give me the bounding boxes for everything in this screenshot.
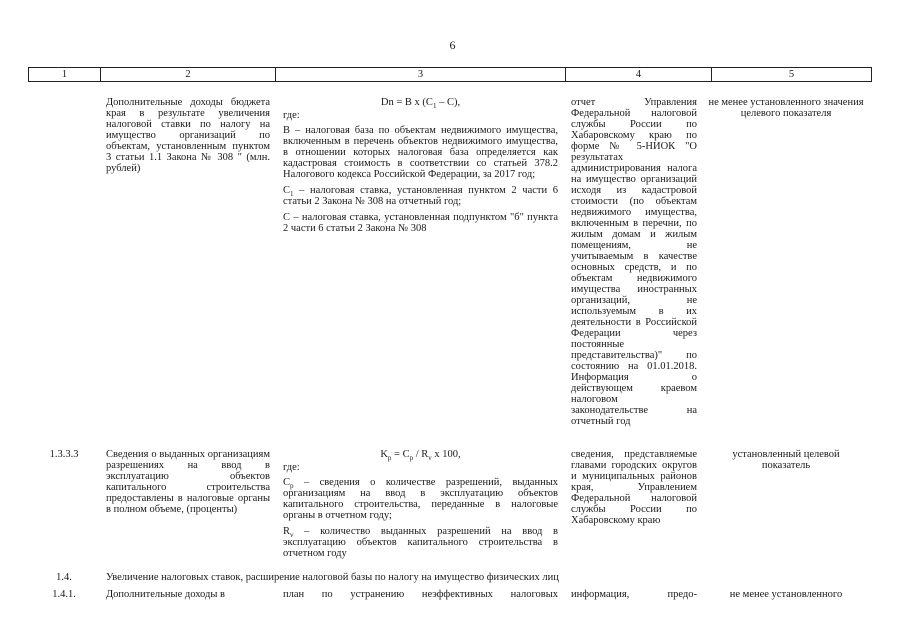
header-col-5: 5	[712, 68, 872, 82]
row-b-number: 1.3.3.3	[49, 449, 79, 460]
row-b-param-rv: $R_v$ – количество выданных разрешений на ввод в эксплуатацию объектов капитального строительства в отчетном году	[283, 526, 558, 559]
row-b-param-cp: $C_р$ – сведения о количестве разрешений, выданных организациям на ввод в эксплуатацию объектов капитального строительства, переданные в налоговые органы в отчетном году;	[283, 477, 558, 521]
row-a-target: не менее установленного значения целевого показателя	[708, 97, 864, 119]
header-col-3: 3	[276, 68, 566, 82]
row-b-method	[283, 449, 558, 564]
row-a-source: отчет Управления Федеральной налоговой службы России по Хабаровскому краю по форме № 5-НИОК "О результатах администрирования налога на имущество организаций исходя из кадастровой стоимости (по объектам недвижимого имущества, включенным в перечни, по жилым домам и жилым помещениям, не учитываемым в качестве основных средств, и по объектам недвижимого имущества иностранных организаций, не используемым в их деятельности в Российской Федерации через постоянные представительства)" по состоянию на 01.01.2018. Информация о действующем краевом налоговом законодательстве на отчетный год	[571, 97, 697, 427]
row-d-indicator: Дополнительные доходы в	[106, 589, 225, 600]
row-c-number: 1.4.	[56, 572, 72, 583]
row-c-text: Увеличение налоговых ставок, расширение налоговой базы по налогу на имущество физических лиц	[106, 572, 559, 583]
row-b-indicator: Сведения о выданных организациям разрешениях на ввод в эксплуатацию объектов капитального строительства предоставлены в налоговые органы в полном объеме, (проценты)	[106, 449, 270, 515]
row-a-param-c: C – налоговая ставка, установленная подпунктом "б" пункта 2 части 6 статьи 2 Закона № 308	[283, 212, 558, 234]
row-a-indicator: Дополнительные доходы бюджета края в результате увеличения налоговой ставки по налогу на имущество организаций по объектам, установленным пунктом 3 статьи 1.1 Закона № 308 " (млн. рублей)	[106, 97, 270, 174]
row-a-param-c1: $C_1$ – налоговая ставка, установленная пунктом 2 части 6 статьи 2 Закона № 308 на отчетный год;	[283, 185, 558, 207]
row-a-where: где:	[283, 110, 300, 121]
page-number: 6	[449, 38, 456, 52]
row-d-target: не менее установленного	[729, 589, 843, 600]
header-col-1: 1	[29, 68, 101, 82]
header-col-4: 4	[566, 68, 712, 82]
row-a-formula: Dn = B x $(C_1 - C)$,	[380, 97, 461, 111]
row-b-target: установленный целевой показатель	[732, 449, 840, 471]
table-header	[28, 67, 872, 82]
row-d-method: план по устранению неэффективных налоговых	[283, 589, 558, 600]
row-b-formula: $K_р = C_р / R_v$ x 100,	[380, 449, 461, 463]
row-b-where: где:	[283, 462, 300, 473]
header-col-2: 2	[101, 68, 276, 82]
row-a-method	[283, 97, 558, 239]
row-d-number: 1.4.1.	[52, 589, 76, 600]
row-d-source: информация, предо-	[571, 589, 697, 600]
row-a-param-b: B – налоговая база по объектам недвижимого имущества, включенным в перечень объектов недвижимого имущества, в отношении которых налоговая база определяется как кадастровая стоимость в соответствии со статьей 378.2 Налогового кодекса Российской Федерации, за 2017 год;	[283, 125, 558, 180]
row-b-source: сведения, представляемые главами городских округов и муниципальных районов края, Управлением Федеральной налоговой службы России по Хабаровскому краю	[571, 449, 697, 526]
